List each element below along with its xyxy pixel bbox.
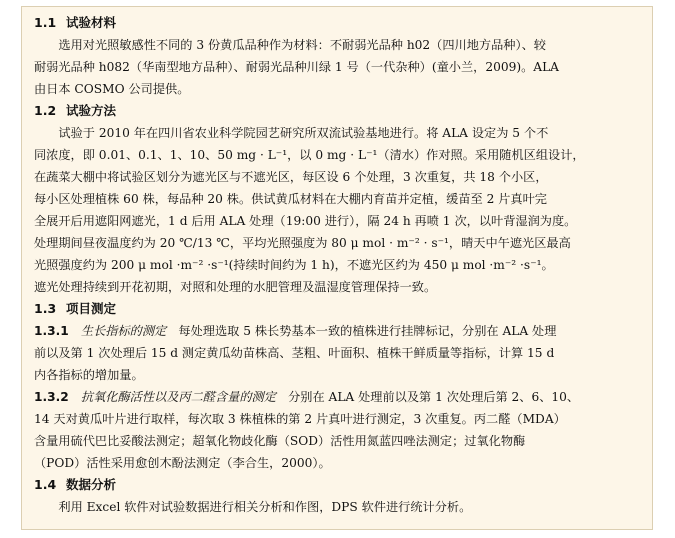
section-title: 数据分析 [66,477,117,492]
subsection-title: 抗氧化酶活性以及丙二醛含量的测定 [80,390,276,404]
section-number: 1.1 [34,15,57,30]
section-1-3-1-paragraph [34,320,642,386]
subsection-title: 生长指标的测定 [80,324,167,338]
subsection-number: 1.3.1 [34,324,69,338]
section-heading-1-4 [34,474,642,496]
section-heading-1-1 [34,12,642,34]
section-number: 1.2 [34,103,57,118]
section-heading-1-2 [34,100,642,122]
section-1-1-paragraph: 选用对光照敏感性不同的 3 份黄瓜品种作为材料：不耐弱光品种 h02（四川地方品种）、较 耐弱光品种 h082（华南型地方品种）、耐弱光品种川绿 1 号（一代杂种）(童小兰，2009)。ALA 由日本 COSMO 公司提供。 [34,38,559,96]
section-number: 1.4 [34,477,57,492]
subsection-number: 1.3.2 [34,390,69,404]
section-heading-1-3 [34,298,642,320]
section-title: 试验方法 [66,103,117,118]
section-1-4-paragraph: 利用 Excel 软件对试验数据进行相关分析和作图，DPS 软件进行统计分析。 [58,500,472,514]
section-1-3-2-paragraph [34,386,642,474]
section-number: 1.3 [34,301,57,316]
section-1-2-paragraph: 试验于 2010 年在四川省农业科学院园艺研究所双流试验基地进行。将 ALA 设定为 5 个不 同浓度，即 0.01、0.1、1、10、50 mg · L⁻¹，以 0 mg · L⁻¹（清水）作对照。采用随机区组设计， 在蔬菜大棚中将试验区划分为遮光区与不遮光区，每区设 6 个处理，3 次重复，共 18 个小区， 每小区处理植株 60 株，每品种 20 株。供试黄瓜材料在大棚内育苗并定植，缓苗至 2 片真叶完 全展开后用遮阳网遮光，1 d 后用 ALA 处理（19:00 进行），隔 24 h 再喷 1 次，以叶背湿润为度。 处理期间昼夜温度约为 20 ℃/13 ℃，平均光照强度为 80 μ mol · m⁻² · s⁻¹，晴天中午遮光区最高 光照强度约为 200 μ mol ·m⁻² ·s⁻¹(持续时间约为 1 h)，不遮光区约为 450 μ mol ·m⁻² ·s⁻¹。 遮光处理持续到开花初期，对照和处理的水肥管理及温湿度管理保持一致。 [34,126,585,294]
subsection-text: 分别在 ALA 处理前以及第 1 次处理后第 2、6、10、 14 天对黄瓜叶片进行取样，每次取 3 株植株的第 2 片真叶进行测定，3 次重复。丙二醛（MDA） 含量用硫代巴比妥酸法测定；超氧化物歧化酶（SOD）活性用氮蓝四唑法测定；过氧化物酶 （POD）活性采用愈创木酚法测定（李合生，2000）。 [34,390,580,470]
section-title: 试验材料 [66,15,117,30]
paper-text-block [21,6,653,530]
subsection-text: 每处理选取 5 株长势基本一致的植株进行挂牌标记，分别在 ALA 处理 前以及第 1 次处理后 15 d 测定黄瓜幼苗株高、茎粗、叶面积、植株干鲜质量等指标，计算 15 d 内各指标的增加量。 [34,324,557,382]
section-title: 项目测定 [66,301,117,316]
